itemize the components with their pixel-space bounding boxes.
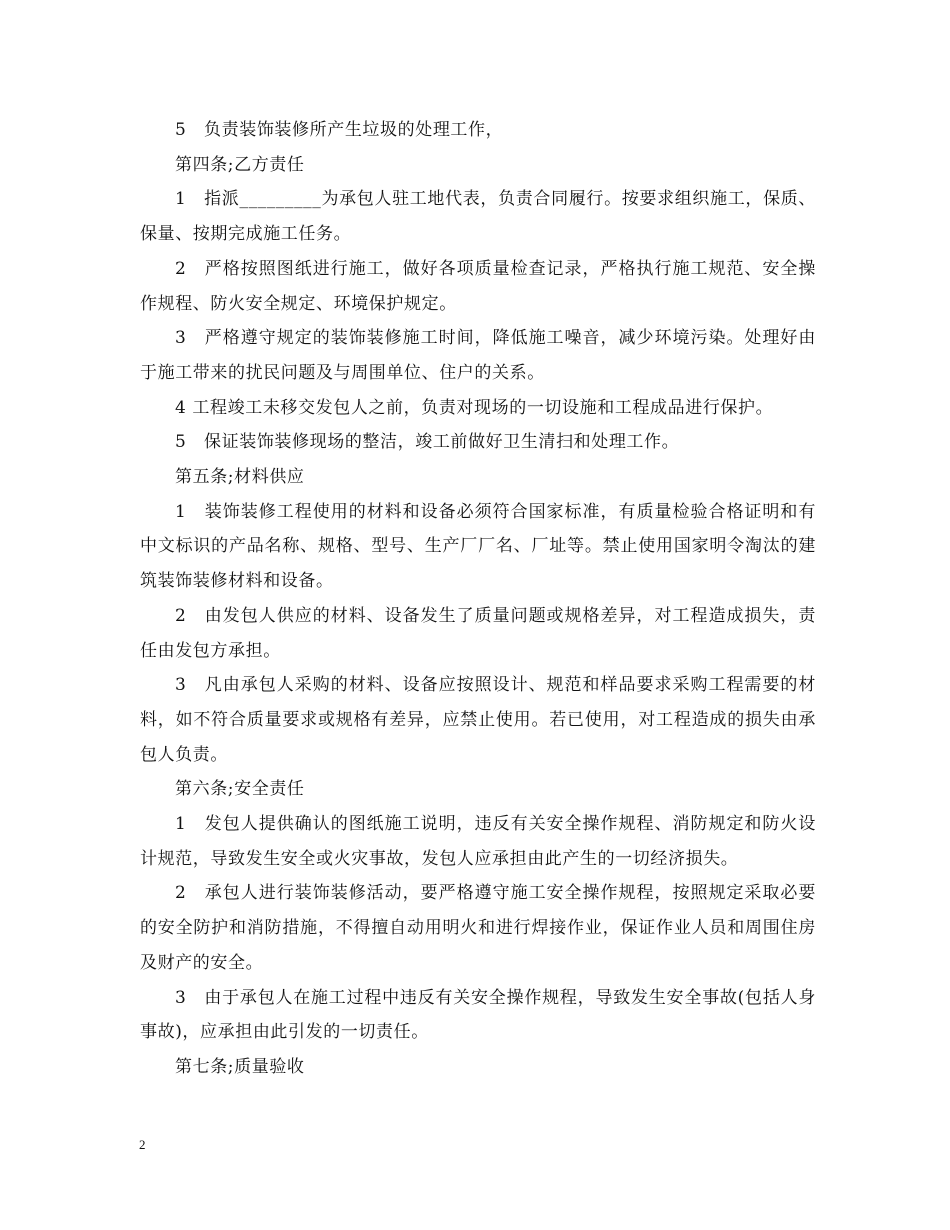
paragraph: 1 发包人提供确认的图纸施工说明，违反有关安全操作规程、消防规定和防火设计规范，导致发生安全或火灾事故，发包人应承担由此产生的一切经济损失。: [140, 814, 816, 869]
paragraph: 2 承包人进行装饰装修活动，要严格遵守施工安全操作规程，按照规定采取必要的安全防护和消防措施，不得擅自动用明火和进行焊接作业，保证作业人员和周围住房及财产的安全。: [140, 883, 816, 973]
paragraph: 2 严格按照图纸进行施工，做好各项质量检查记录，严格执行施工规范、安全操作规程、防火安全规定、环境保护规定。: [140, 258, 816, 314]
section-heading: 第七条;质量验收: [175, 1056, 305, 1077]
paragraph: 4 工程竣工未移交发包人之前，负责对现场的一切设施和工程成品进行保护。: [175, 397, 774, 418]
section-heading: 第五条;材料供应: [175, 467, 305, 488]
section-heading: 第六条;安全责任: [175, 779, 305, 800]
section-heading: 第四条;乙方责任: [175, 154, 305, 175]
paragraph: 3 严格遵守规定的装饰装修施工时间，降低施工噪音，减少环境污染。处理好由于施工带来的扰民问题及与周围单位、住户的关系。: [140, 328, 816, 383]
paragraph: 3 凡由承包人采购的材料、设备应按照设计、规范和样品要求采购工程需要的材料，如不符合质量要求或规格有差异，应禁止使用。若已使用，对工程造成的损失由承包人负责。: [140, 675, 816, 765]
document-body: [140, 113, 816, 1085]
paragraph: 2 由发包人供应的材料、设备发生了质量问题或规格差异，对工程造成损失，责任由发包方承担。: [140, 605, 816, 661]
paragraph: 3 由于承包人在施工过程中违反有关安全操作规程，导致发生安全事故(包括人身事故)，应承担由此引发的一切责任。: [140, 987, 816, 1043]
page-number: 2: [139, 1137, 146, 1152]
paragraph: 5 负责装饰装修所产生垃圾的处理工作，: [175, 120, 504, 140]
paragraph: 1 指派_________为承包人驻工地代表，负责合同履行。按要求组织施工，保质、保量、按期完成施工任务。: [140, 189, 816, 245]
paragraph: 1 装饰装修工程使用的材料和设备必须符合国家标准，有质量检验合格证明和有中文标识的产品名称、规格、型号、生产厂厂名、厂址等。禁止使用国家明令淘汰的建筑装饰装修材料和设备。: [140, 501, 816, 592]
paragraph: 5 保证装饰装修现场的整洁，竣工前做好卫生清扫和处理工作。: [175, 432, 680, 453]
